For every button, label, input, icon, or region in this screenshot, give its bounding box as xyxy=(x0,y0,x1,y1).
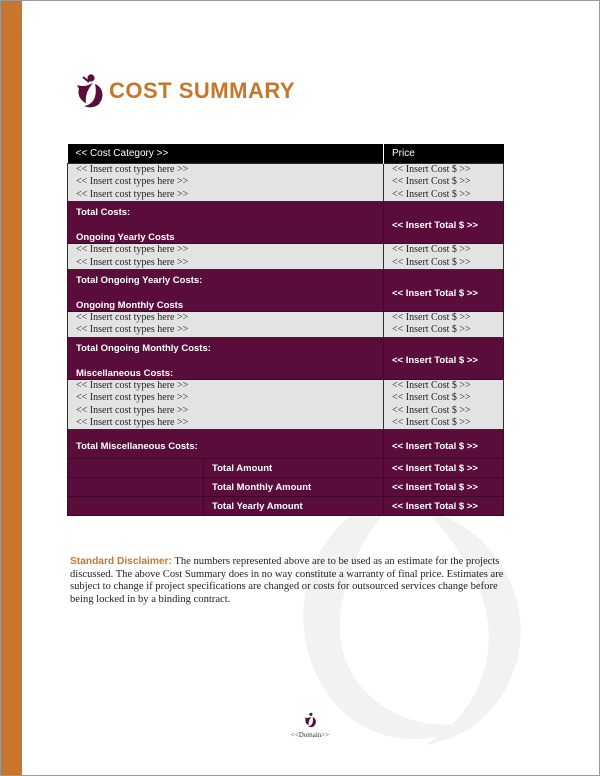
cost-price-line: << Insert Cost $ >> xyxy=(392,324,471,336)
cost-price-line: << Insert Cost $ >> xyxy=(392,404,471,416)
cost-prices-cell xyxy=(384,244,504,270)
grand-total-value: << Insert Total $ >> xyxy=(384,497,504,516)
subtotal-value: << Insert Total $ >> xyxy=(392,355,478,367)
cost-type-line: << Insert cost types here >> xyxy=(76,256,189,268)
footer-domain: <<Domain>> xyxy=(290,731,330,739)
cost-types-cell xyxy=(68,164,384,202)
cost-items-row xyxy=(68,244,504,270)
grand-total-label: Total Monthly Amount xyxy=(204,478,384,497)
cost-items-row xyxy=(68,379,504,430)
subtotal-value-cell xyxy=(384,202,504,244)
grand-total-value: << Insert Total $ >> xyxy=(384,478,504,497)
subtotal-row xyxy=(68,430,504,459)
subtotal-label-cell xyxy=(68,270,384,312)
cost-price-line: << Insert Cost $ >> xyxy=(392,188,471,200)
cost-type-line: << Insert cost types here >> xyxy=(76,312,189,324)
subtotal-label-cell xyxy=(68,430,384,459)
grand-total-spacer xyxy=(68,478,204,497)
subtotal-value-cell xyxy=(384,270,504,312)
cost-items-row xyxy=(68,164,504,202)
subtotal-label: Total Costs: xyxy=(76,207,131,219)
grand-total-label: Total Amount xyxy=(204,459,384,478)
cost-type-line: << Insert cost types here >> xyxy=(76,324,189,336)
cost-summary-table xyxy=(67,144,504,516)
cost-price-line: << Insert Cost $ >> xyxy=(392,379,471,391)
standard-disclaimer xyxy=(70,556,516,606)
cost-type-line: << Insert cost types here >> xyxy=(76,404,189,416)
grand-total-value: << Insert Total $ >> xyxy=(384,459,504,478)
section-heading: Miscellaneous Costs: xyxy=(76,367,174,379)
cost-type-line: << Insert cost types here >> xyxy=(76,417,189,429)
disclaimer-text: The numbers represented above are to be used as an estimate for the projects discussed. The above Cost Summary does in no way constitute a warranty of final price. Estimates are subject to change if project specifications are changed or costs for outsourced services change before being locked in by a binding contract. xyxy=(70,556,504,605)
subtotal-value-cell xyxy=(384,337,504,379)
cost-type-line: << Insert cost types here >> xyxy=(76,176,189,188)
cost-types-cell xyxy=(68,312,384,338)
cost-price-line: << Insert Cost $ >> xyxy=(392,164,471,175)
cost-prices-cell xyxy=(384,379,504,430)
cost-price-line: << Insert Cost $ >> xyxy=(392,244,471,256)
cost-type-line: << Insert cost types here >> xyxy=(76,379,189,391)
grand-total-spacer xyxy=(68,497,204,516)
page-title: COST SUMMARY xyxy=(109,78,296,103)
subtotal-row xyxy=(68,270,504,312)
footer-logo-icon xyxy=(303,712,317,728)
disclaimer-label: Standard Disclaimer: xyxy=(70,556,172,567)
cost-type-line: << Insert cost types here >> xyxy=(76,392,189,404)
section-heading: Ongoing Monthly Costs xyxy=(76,300,184,312)
subtotal-row xyxy=(68,337,504,379)
grand-total-label: Total Yearly Amount xyxy=(204,497,384,516)
cost-price-line: << Insert Cost $ >> xyxy=(392,312,471,324)
cost-types-cell xyxy=(68,379,384,430)
subtotal-row xyxy=(68,202,504,244)
cost-items-row xyxy=(68,312,504,338)
cost-price-line: << Insert Cost $ >> xyxy=(392,256,471,268)
cost-price-line: << Insert Cost $ >> xyxy=(392,176,471,188)
cost-type-line: << Insert cost types here >> xyxy=(76,244,189,256)
table-header-row xyxy=(68,144,504,164)
subtotal-label: Total Ongoing Monthly Costs: xyxy=(76,342,211,354)
cost-type-line: << Insert cost types here >> xyxy=(76,188,189,200)
subtotal-label: Total Miscellaneous Costs: xyxy=(76,441,198,453)
section-heading: Ongoing Yearly Costs xyxy=(76,232,175,244)
cost-price-line: << Insert Cost $ >> xyxy=(392,392,471,404)
subtotal-label-cell xyxy=(68,337,384,379)
cost-price-line: << Insert Cost $ >> xyxy=(392,417,471,429)
subtotal-label-cell xyxy=(68,202,384,244)
header-price: Price xyxy=(384,144,504,164)
subtotal-value: << Insert Total $ >> xyxy=(392,219,478,231)
subtotal-label: Total Ongoing Yearly Costs: xyxy=(76,275,203,287)
grand-total-row xyxy=(68,459,504,478)
subtotal-value: << Insert Total $ >> xyxy=(392,441,478,453)
grand-total-row xyxy=(68,497,504,516)
figure-leaf-logo-icon xyxy=(73,73,105,109)
cost-types-cell xyxy=(68,244,384,270)
cost-type-line: << Insert cost types here >> xyxy=(76,164,189,175)
grand-total-spacer xyxy=(68,459,204,478)
subtotal-value-cell xyxy=(384,430,504,459)
cost-prices-cell xyxy=(384,164,504,202)
subtotal-value: << Insert Total $ >> xyxy=(392,287,478,299)
cost-prices-cell xyxy=(384,312,504,338)
header-cost-category: << Cost Category >> xyxy=(68,144,384,164)
grand-total-row xyxy=(68,478,504,497)
